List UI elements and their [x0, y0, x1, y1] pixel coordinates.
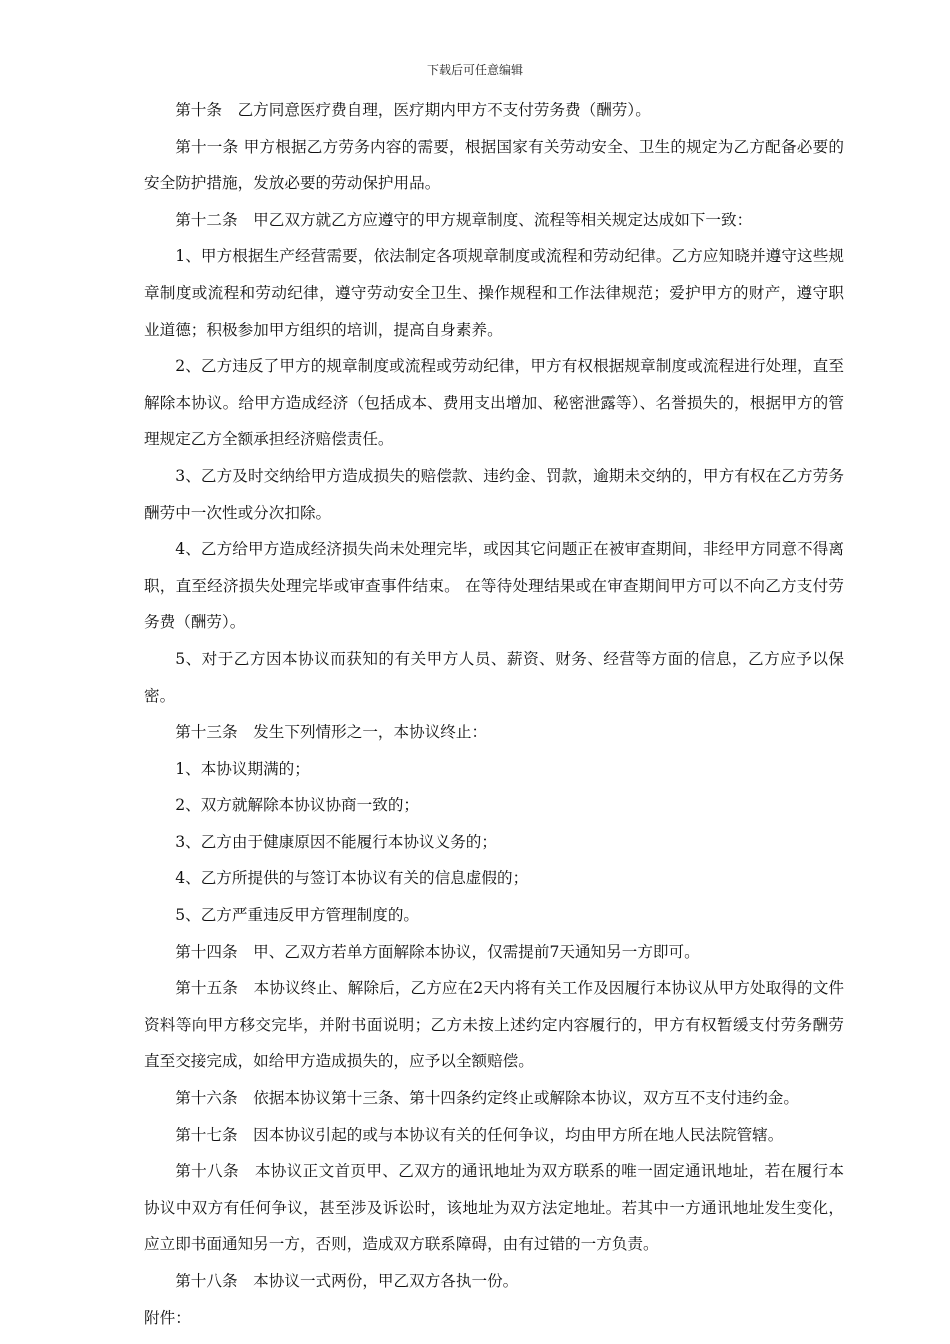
attachment-label: 附件：: [144, 1308, 191, 1327]
clause-13-item-3: 3、乙方由于健康原因不能履行本协议义务的；: [175, 832, 497, 851]
clause-10: 第十条 乙方同意医疗费自理，医疗期内甲方不支付劳务费（酬劳）。: [175, 101, 651, 119]
clause-15: 第十五条 本协议终止、解除后，乙方应在2天内将有关工作及因履行本协议从甲方处取得的文件资料等向甲方移交完毕，并附书面说明；乙方未按上述约定内容履行的，甲方有权暂缓支付劳务酬劳直至交接完成，如给甲方造成损失的，应予以全额赔偿。: [144, 979, 844, 1071]
clause-11: 第十一条 甲方根据乙方劳务内容的需要，根据国家有关劳动安全、卫生的规定为乙方配备必要的安全防护措施，发放必要的劳动保护用品。: [144, 137, 844, 193]
clause-16: 第十六条 依据本协议第十三条、第十四条约定终止或解除本协议，双方互不支付违约金。: [175, 1089, 799, 1108]
clause-14: 第十四条 甲、乙双方若单方面解除本协议，仅需提前7天通知另一方即可。: [175, 942, 700, 961]
document-body: [144, 92, 844, 1336]
clause-12-item-4: 4、乙方给甲方造成经济损失尚未处理完毕，或因其它问题正在被审查期间，非经甲方同意不得离职，直至经济损失处理完毕或审查事件结束。 在等待处理结果或在审查期间甲方可以不向乙方支付劳务费（酬劳）。: [144, 540, 844, 632]
clause-13-item-5: 5、乙方严重违反甲方管理制度的。: [175, 906, 420, 925]
clause-12-item-1: 1、甲方根据生产经营需要，依法制定各项规章制度或流程和劳动纪律。乙方应知晓并遵守这些规章制度或流程和劳动纪律，遵守劳动安全卫生、操作规程和工作法律规范；爱护甲方的财产，遵守职业道德；积极参加甲方组织的培训，提高自身素养。: [144, 247, 844, 339]
clause-13-item-4: 4、乙方所提供的与签订本协议有关的信息虚假的；: [175, 869, 529, 888]
clause-12-item-3: 3、乙方及时交纳给甲方造成损失的赔偿款、违约金、罚款，逾期未交纳的，甲方有权在乙方劳务酬劳中一次性或分次扣除。: [144, 466, 844, 522]
page-header-note: 下载后可任意编辑: [426, 63, 523, 77]
clause-13: 第十三条 发生下列情形之一，本协议终止：: [175, 723, 488, 742]
clause-13-item-2: 2、双方就解除本协议协商一致的；: [175, 796, 420, 815]
clause-18-address: 第十八条 本协议正文首页甲、乙双方的通讯地址为双方联系的唯一固定通讯地址，若在履行本协议中双方有任何争议，甚至涉及诉讼时，该地址为双方法定地址。若其中一方通讯地址发生变化，应立即书面通知另一方，否则，造成双方联系障碍，由有过错的一方负责。: [144, 1162, 844, 1254]
clause-12: 第十二条 甲乙双方就乙方应遵守的甲方规章制度、流程等相关规定达成如下一致：: [175, 210, 753, 229]
clause-12-item-2: 2、乙方违反了甲方的规章制度或流程或劳动纪律，甲方有权根据规章制度或流程进行处理，直至解除本协议。给甲方造成经济（包括成本、费用支出增加、秘密泄露等）、名誉损失的，根据甲方的管理规定乙方全额承担经济赔偿责任。: [144, 357, 844, 449]
clause-13-item-1: 1、本协议期满的；: [175, 759, 310, 778]
clause-17: 第十七条 因本协议引起的或与本协议有关的任何争议，均由甲方所在地人民法院管辖。: [175, 1125, 784, 1144]
clause-18-copies: 第十八条 本协议一式两份，甲乙双方各执一份。: [175, 1272, 519, 1290]
clause-12-item-5: 5、对于乙方因本协议而获知的有关甲方人员、薪资、财务、经营等方面的信息，乙方应予以保密。: [144, 649, 844, 705]
